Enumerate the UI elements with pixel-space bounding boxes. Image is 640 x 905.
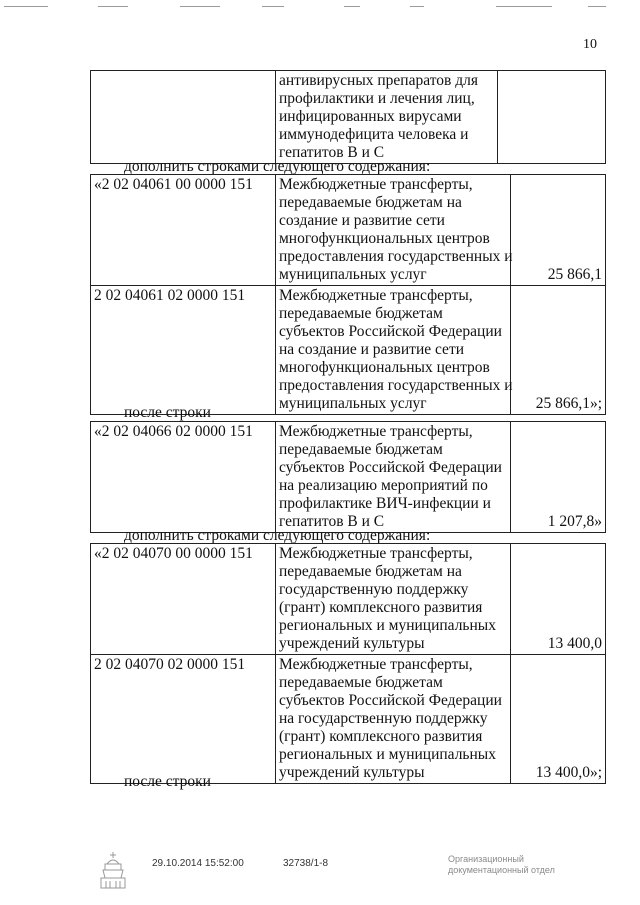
table-row: [91, 422, 606, 533]
description-line: профилактики и лечения лиц,: [279, 90, 475, 107]
description-line: на создание и развитие сети: [279, 341, 465, 358]
description-line: предоставления государственных и: [279, 377, 513, 394]
top-fragment-table: [90, 70, 606, 164]
description-cell: [276, 71, 498, 164]
table-row: [91, 286, 606, 415]
description-line: муниципальных услуг: [279, 266, 427, 283]
instruction-text: дополнить строками следующего содержания:: [124, 527, 431, 544]
scan-artifact: [496, 6, 552, 7]
description-line: на государственную поддержку: [279, 710, 488, 727]
table-row: [91, 175, 606, 286]
description-line: профилактике ВИЧ-инфекции и: [279, 495, 491, 512]
stamp-line: Организационный: [448, 854, 524, 864]
scan-artifact: [344, 6, 360, 7]
description-line: учреждений культуры: [279, 764, 425, 781]
description-cell: [276, 175, 511, 286]
description-line: передаваемые бюджетам: [279, 674, 443, 691]
description-line: передаваемые бюджетам: [279, 305, 443, 322]
table-row: [91, 71, 606, 164]
description-line: иммунодефицита человека и: [279, 126, 469, 143]
table-row: [91, 655, 606, 784]
table-row: [91, 544, 606, 655]
description-line: на реализацию мероприятий по: [279, 477, 488, 494]
scan-artifact: [262, 6, 284, 7]
description-line: учреждений культуры: [279, 635, 425, 652]
description-line: Межбюджетные трансферты,: [279, 656, 473, 673]
description-line: (грант) комплексного развития: [279, 599, 483, 616]
description-line: муниципальных услуг: [279, 395, 427, 412]
description-cell: [276, 286, 511, 415]
value-cell: [498, 71, 606, 164]
description-cell: [276, 422, 511, 533]
footer-timestamp: 29.10.2014 15:52:00: [152, 858, 244, 869]
reference-table: [90, 421, 606, 533]
description-line: антивирусных препаратов для: [279, 72, 478, 89]
scan-artifact: [180, 6, 220, 7]
description-line: Межбюджетные трансферты,: [279, 287, 473, 304]
description-line: гепатитов В и С: [279, 513, 385, 530]
description-line: передаваемые бюджетам на: [279, 563, 462, 580]
value-cell: 25 866,1»;: [511, 286, 606, 415]
value-cell: 13 400,0»;: [511, 655, 606, 784]
stamp-line: документационный отдел: [448, 865, 555, 875]
code-cell: 2 02 04061 02 0000 151: [91, 286, 276, 415]
instruction-text: дополнить строками следующего содержания:: [124, 158, 431, 175]
scan-artifact: [410, 6, 424, 7]
description-line: Межбюджетные трансферты,: [279, 545, 473, 562]
code-cell: 2 02 04070 02 0000 151: [91, 655, 276, 784]
description-line: субъектов Российской Федерации: [279, 459, 502, 476]
scan-artifact: [4, 6, 48, 7]
instruction-text: после строки: [124, 404, 211, 421]
description-line: предоставления государственных и: [279, 248, 513, 265]
amendment-table: [90, 543, 606, 784]
value-cell: 25 866,1: [511, 175, 606, 286]
description-line: субъектов Российской Федерации: [279, 323, 502, 340]
code-cell: «2 02 04061 00 0000 151: [91, 175, 276, 286]
description-line: Межбюджетные трансферты,: [279, 423, 473, 440]
description-cell: [276, 655, 511, 784]
description-cell: [276, 544, 511, 655]
description-line: субъектов Российской Федерации: [279, 692, 502, 709]
code-cell: «2 02 04066 02 0000 151: [91, 422, 276, 533]
description-line: передаваемые бюджетам на: [279, 194, 462, 211]
value-cell: 1 207,8»: [511, 422, 606, 533]
page-number: 10: [583, 37, 597, 52]
code-cell: [91, 71, 276, 164]
footer-doc-number: 32738/1-8: [283, 858, 329, 869]
description-line: государственную поддержку: [279, 581, 469, 598]
department-stamp: [448, 854, 555, 876]
value-cell: 13 400,0: [511, 544, 606, 655]
amendment-table: [90, 174, 606, 415]
description-line: многофункциональных центров: [279, 359, 490, 376]
instruction-text: после строки: [124, 773, 211, 790]
description-line: Межбюджетные трансферты,: [279, 176, 473, 193]
description-line: гепатитов В и С: [279, 144, 385, 161]
code-cell: «2 02 04070 00 0000 151: [91, 544, 276, 655]
description-line: создание и развитие сети: [279, 212, 445, 229]
description-line: (грант) комплексного развития: [279, 728, 483, 745]
emblem-icon: [98, 850, 128, 890]
description-line: региональных и муниципальных: [279, 746, 496, 763]
description-line: передаваемые бюджетам: [279, 441, 443, 458]
scan-artifact: [588, 6, 606, 7]
scan-artifact: [98, 6, 128, 7]
description-line: инфицированных вирусами: [279, 108, 462, 125]
description-line: региональных и муниципальных: [279, 617, 496, 634]
description-line: многофункциональных центров: [279, 230, 490, 247]
